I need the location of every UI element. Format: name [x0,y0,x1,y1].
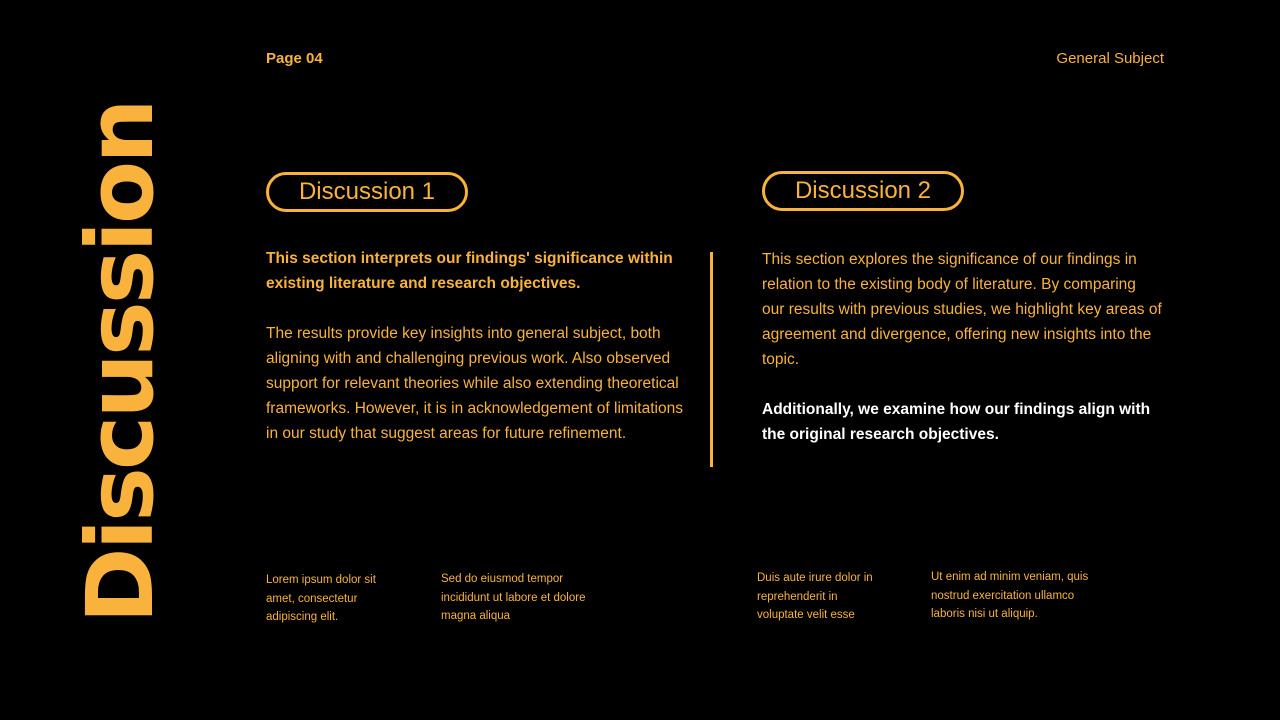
footnote-3: Duis aute irure dolor in reprehenderit in voluptate velit esse [757,572,873,621]
footnote-4: Ut enim ad minim veniam, quis nostrud exercitation ullamco laboris nisi ut aliquip. [931,571,1089,620]
footnote-2: Sed do eiusmod tempor incididunt ut labore et dolore magna aliqua [441,573,586,622]
page-number: Page 04 [266,50,323,67]
discussion-1-section [266,246,686,446]
vertical-title [67,95,174,630]
page-title: Discussion [67,101,174,624]
footnote-1: Lorem ipsum dolor sit amet, consectetur adipiscing elit. [266,574,376,623]
discussion-2-body: This section explores the significance of our findings in relation to the existing body of literature. By comparing our results with previous studies, we highlight key areas of agreement and divergence, offering new insights into the topic. [762,251,1162,368]
discussion-2-lead: Additionally, we examine how our findings align with the original research objectives. [762,401,1151,443]
discussion-2-section [762,247,1162,447]
discussion-1-body: The results provide key insights into general subject, both aligning with and challenging previous work. Also observed support for relevant theories while also extending theoretical frameworks. However, it is in acknowledgement of limitations in our study that suggest areas for future refinement. [266,325,683,442]
discussion-2-badge: Discussion 2 [762,171,964,211]
discussion-1-lead: This section interprets our findings' significance within existing literature and research objectives. [266,250,673,292]
column-divider [710,252,713,467]
discussion-1-badge: Discussion 1 [266,172,468,212]
subject-label: General Subject [1056,50,1164,67]
